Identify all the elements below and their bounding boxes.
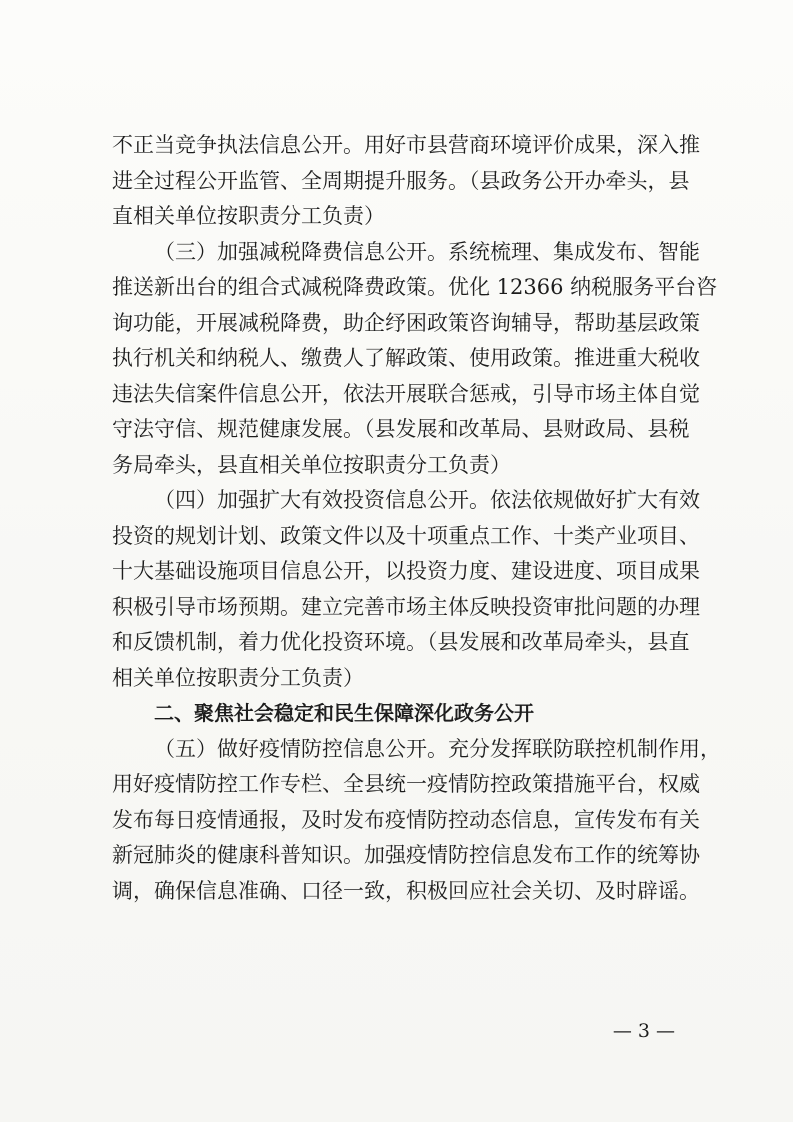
- text-line: 不正当竞争执法信息公开。用好市县营商环境评价成果，深入推: [112, 133, 700, 157]
- text-line: 发布每日疫情通报，及时发布疫情防控动态信息，宣传发布有关: [112, 807, 700, 832]
- text-line: 十大基础设施项目信息公开，以投资力度、建设进度、项目成果: [112, 559, 700, 583]
- text-line: （五）做好疫情防控信息公开。充分发挥联防联控机制作用，: [154, 736, 721, 761]
- page-number: — 3 —: [612, 1020, 675, 1042]
- text-line: 询功能，开展减税降费，助企纾困政策咨询辅导，帮助基层政策: [112, 310, 700, 335]
- text-line: 进全过程公开监管、全周期提升服务。（县政务公开办牵头，县: [112, 168, 690, 193]
- text-line: 新冠肺炎的健康科普知识。加强疫情防控信息发布工作的统筹协: [112, 843, 700, 867]
- text-line: 投资的规划计划、政策文件以及十项重点工作、十类产业项目、: [112, 523, 700, 548]
- section-heading: 二、聚焦社会稳定和民生保障深化政务公开: [154, 701, 534, 725]
- text-line: 和反馈机制，着力优化投资环境。（县发展和改革局牵头，县直: [112, 630, 690, 654]
- text-line: 守法守信、规范健康发展。（县发展和改革局、县财政局、县税: [112, 417, 690, 441]
- text-line: 直相关单位按职责分工负责）: [112, 204, 385, 228]
- document-body: [112, 128, 721, 909]
- text-line: （三）加强减税降费信息公开。系统梳理、集成发布、智能: [154, 239, 700, 264]
- text-line: （四）加强扩大有效投资信息公开。依法依规做好扩大有效: [154, 488, 700, 512]
- text-line: 调，确保信息准确、口径一致，积极回应社会关切、及时辟谣。: [112, 878, 700, 903]
- text-line: 执行机关和纳税人、缴费人了解政策、使用政策。推进重大税收: [112, 346, 700, 370]
- text-line: 积极引导市场预期。建立完善市场主体反映投资审批问题的办理: [112, 594, 700, 619]
- text-line: 务局牵头，县直相关单位按职责分工负责）: [112, 452, 511, 477]
- text-line: 推送新出台的组合式减税降费政策。优化 12366 纳税服务平台咨: [112, 275, 718, 299]
- text-line: 违法失信案件信息公开，依法开展联合惩戒，引导市场主体自觉: [112, 381, 700, 406]
- text-line: 用好疫情防控工作专栏、全县统一疫情防控政策措施平台，权威: [112, 772, 700, 796]
- text-line: 相关单位按职责分工负责）: [112, 665, 364, 690]
